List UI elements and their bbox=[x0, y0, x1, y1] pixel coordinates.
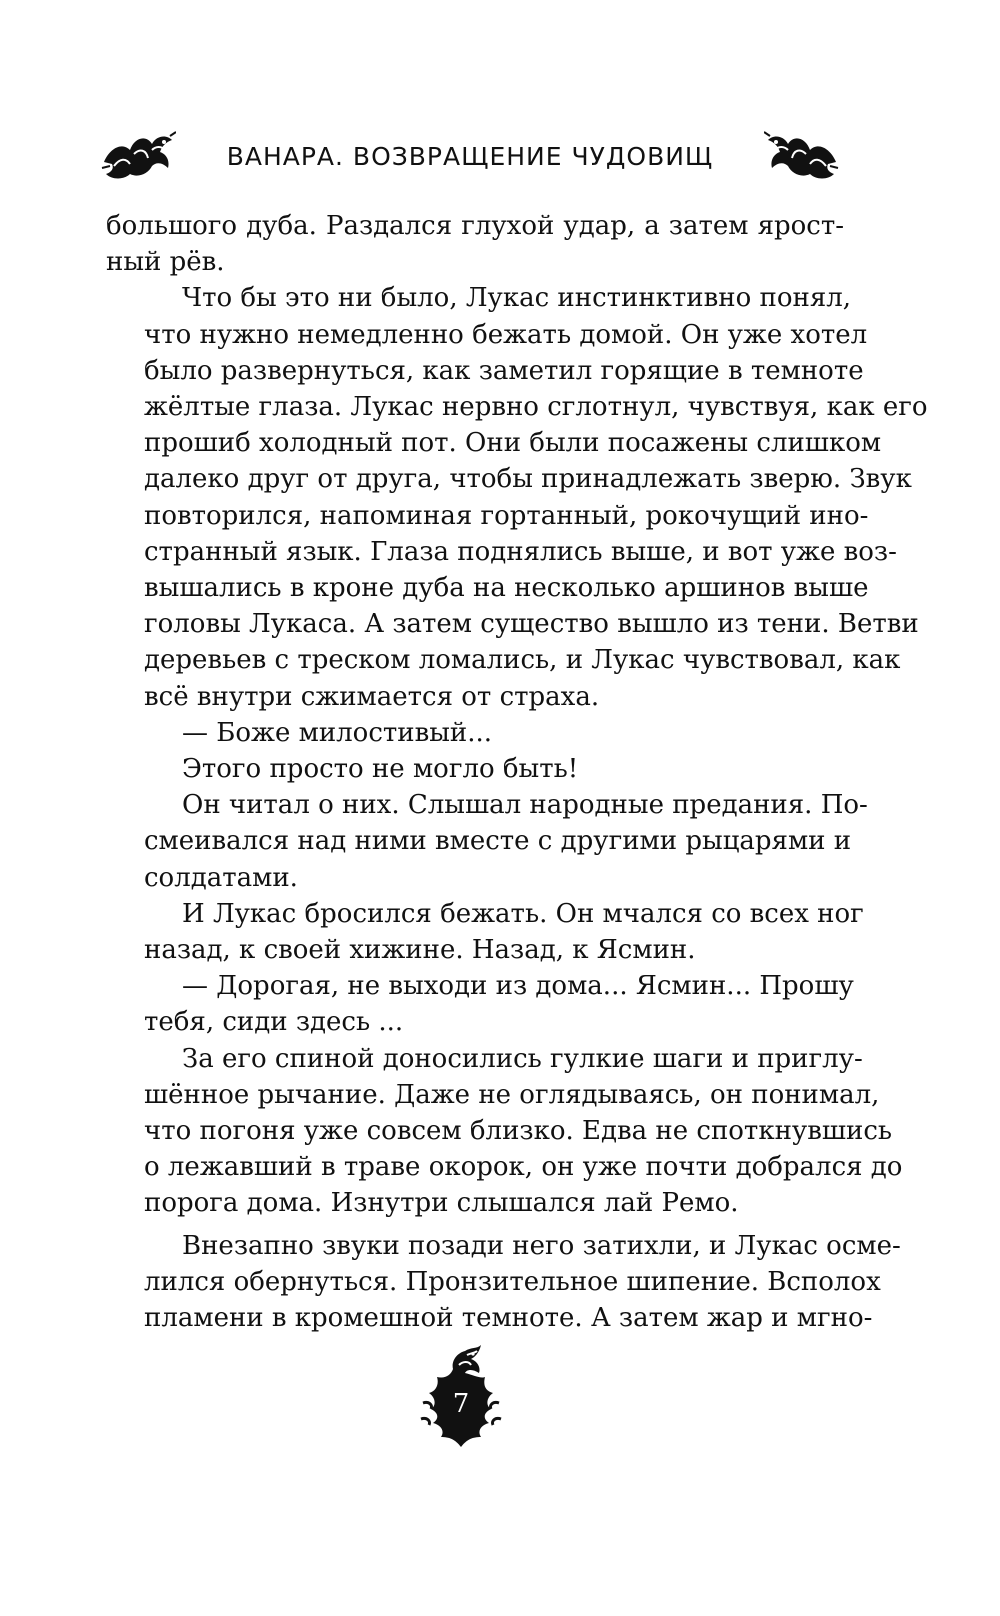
text-line: порога дома. Изнутри слышался лай Ремо. bbox=[144, 1188, 739, 1219]
body-text bbox=[106, 208, 928, 1336]
text-line: смеивался над ними вместе с другими рыцарями и bbox=[144, 826, 852, 857]
text-line: Этого просто не могло быть! bbox=[182, 754, 579, 785]
text-line: назад, к своей хижине. Назад, к Ясмин. bbox=[144, 935, 696, 966]
paragraph bbox=[106, 968, 854, 1040]
paragraph bbox=[106, 1041, 903, 1222]
text-line: деревьев с треском ломались, и Лукас чувствовал, как bbox=[144, 645, 901, 676]
text-line: ный рёв. bbox=[106, 247, 225, 278]
paragraph bbox=[106, 1228, 901, 1337]
text-line: было развернуться, как заметил горящие в темноте bbox=[144, 355, 864, 386]
paragraph bbox=[106, 208, 844, 280]
paragraph bbox=[106, 751, 844, 787]
paragraph bbox=[106, 715, 844, 751]
header-title: ВАНАРА. ВОЗВРАЩЕНИЕ ЧУДОВИЩ bbox=[226, 142, 714, 171]
paragraph bbox=[106, 896, 864, 968]
text-line: И Лукас бросился бежать. Он мчался со всех ног bbox=[182, 898, 864, 929]
text-line: Что бы это ни было, Лукас инстинктивно понял, bbox=[182, 283, 852, 314]
text-line: Внезапно звуки позади него затихли, и Лукас осме- bbox=[182, 1230, 901, 1261]
text-line: странный язык. Глаза поднялись выше, и вот уже воз- bbox=[144, 536, 897, 567]
text-line: шённое рычание. Даже не оглядываясь, он понимал, bbox=[144, 1079, 880, 1110]
text-line: далеко друг от друга, чтобы принадлежать зверю. Звук bbox=[144, 464, 912, 495]
paragraph bbox=[106, 787, 868, 896]
text-line: что погоня уже совсем близко. Едва не споткнувшись bbox=[144, 1116, 893, 1147]
text-line: жёлтые глаза. Лукас нервно сглотнул, чувствуя, как его bbox=[144, 392, 928, 423]
text-line: солдатами. bbox=[144, 862, 298, 893]
text-line: За его спиной доносились гулкие шаги и приглу- bbox=[182, 1043, 863, 1074]
running-header bbox=[100, 128, 840, 188]
page-badge bbox=[415, 1343, 507, 1449]
text-line: пламени в кромешной темноте. А затем жар и мгно- bbox=[144, 1303, 873, 1334]
text-line: — Боже милостивый... bbox=[182, 717, 493, 748]
text-line: — Дорогая, не выходи из дома... Ясмин... Прошу bbox=[182, 971, 854, 1002]
text-line: Он читал о них. Слышал народные предания. По- bbox=[182, 790, 868, 821]
text-line: повторился, напоминая гортанный, рокочущий ино- bbox=[144, 500, 869, 531]
text-line: вышались в кроне дуба на несколько аршинов выше bbox=[144, 573, 869, 604]
text-line: прошиб холодный пот. Они были посажены слишком bbox=[144, 428, 882, 459]
dragon-ornament-icon bbox=[764, 128, 840, 184]
paragraph bbox=[106, 280, 928, 714]
text-line: большого дуба. Раздался глухой удар, а затем ярост- bbox=[106, 211, 844, 241]
page-number: 7 bbox=[452, 1389, 470, 1419]
text-line: о лежавший в траве окорок, он уже почти добрался до bbox=[144, 1152, 903, 1183]
text-line: головы Лукаса. А затем существо вышло из тени. Ветви bbox=[144, 609, 919, 640]
text-line: тебя, сиди здесь ... bbox=[144, 1007, 404, 1038]
text-line: что нужно немедленно бежать домой. Он уже хотел bbox=[144, 319, 868, 350]
text-line: всё внутри сжимается от страха. bbox=[144, 681, 600, 712]
text-line: лился обернуться. Пронзительное шипение. Всполох bbox=[144, 1266, 881, 1297]
